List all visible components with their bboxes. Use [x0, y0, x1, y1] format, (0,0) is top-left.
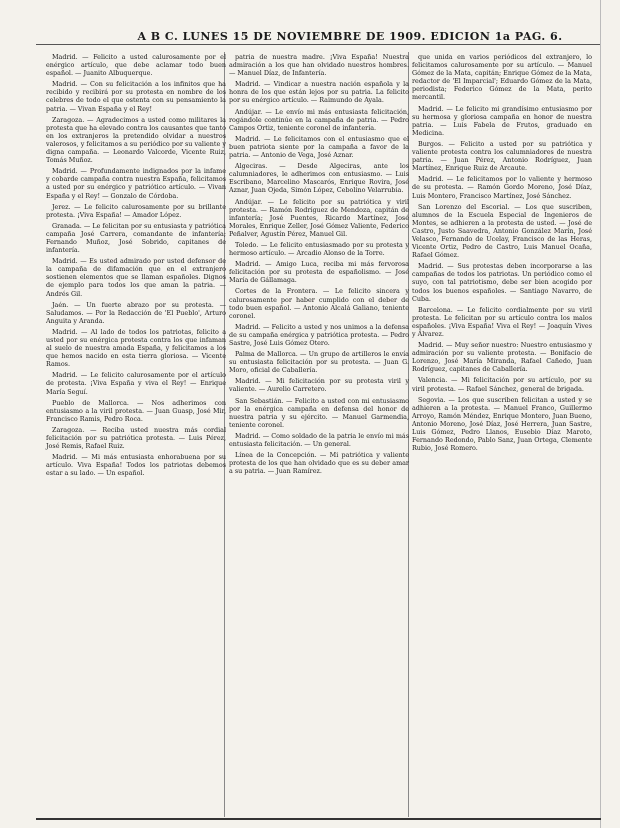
page-edge: [600, 0, 601, 828]
paragraph: Algeciras. — Desde Algeciras, ante los calumniadores, le adherimos con entusiasmo. — Luis Escribano, Marcelino Mascarós, Enrique Rovira, José Aznar, Juan Ojeda, Simón López, Cebolino Velarrubia.: [229, 162, 409, 195]
paragraph: Madrid. — Vindicar a nuestra nación española y la honra de los que están lejos por su patria. La felicito por su enérgico artículo. — Raimundo de Ayala.: [229, 80, 409, 105]
paragraph: Madrid. — Es usted admirado por usted defensor de la campaña de difamación que en el extranjero sostienen elementos que se llaman españoles. Dignos de ejemplo para todos los que aman la patria. — Andrés Gil.: [46, 257, 226, 298]
paragraph: San Lorenzo del Escorial. — Los que suscriben, alumnos de la Escuela Especial de Ingenieros de Montes, se adhieren a la protesta de usted. — José de Castro, Justo Saavedra, Antonio González Marín, José Velasco, Fernando de Ucelay, Francisco de las Heras, Vicente Ortiz, Pedro de Castro, Luis Manuel Ocaña, Rafael Gómez.: [412, 202, 592, 260]
paragraph: Madrid. — Sus protestas deben incorporarse a las campañas de todos los patriotas. Un periódico como el suyo, con tal patriotismo, debe ser bien acogido por todos los buenos españoles. — Santiago Navarro, de Cuba.: [412, 262, 592, 303]
footer-rule: [36, 818, 601, 820]
paragraph: San Sebastián. — Felicito a usted con mi entusiasmo por la enérgica campaña en defensa del honor de nuestra patria y su ejército. — Manuel Garmendia, teniente coronel.: [229, 396, 409, 429]
paragraph: Madrid. — Amigo Luca, reciba mi más fervorosa felicitación por su protesta de españolismo. — José María de Gállamaga.: [229, 260, 409, 285]
paragraph: Andújar. — Le felicito por su patriótica y viril protesta. — Ramón Rodríguez de Mendoza, capitán de infantería; José Puentes, Ricardo Martínez, José Morales, Enrique Zeller, José Gómez Valiente, Federico Peñalver, Agustín Pérez, Manuel Gil.: [229, 197, 409, 238]
paragraph: Pueblo de Mallorca. — Nos adherimos con entusiasmo a la viril protesta. — Juan Guasp, José Mir, Francisco Ramis, Pedro Roca.: [46, 398, 226, 423]
paragraph: Valencia. — Mi felicitación por su artículo, por su viril protesta. — Rafael Sánchez, general de brigada.: [412, 376, 592, 393]
paragraph: Segovia. — Los que suscriben felicitan a usted y se adhieren a la protesta. — Manuel Franco, Guillermo Arroyo, Ramón Méndez, Enrique Montero, Juan Bueno, Antonio Moreno, José Díaz, José Herrera, Juan Sastre, Luis Gómez, Pedro Llanos, Eusebio Díaz Maroto, Fernando Redondo, Pablo Sanz, Juan Ortega, Clemente Rubio, José Romero.: [412, 395, 592, 453]
paragraph: Madrid. — Le felicitamos con el entusiasmo que el buen patriota siente por la campaña a favor de la patria. — Antonio de Vega, José Aznar.: [229, 134, 409, 160]
page-header: A B C. LUNES 15 DE NOVIEMBRE DE 1909. EDICION 1a PAG. 6.: [137, 30, 563, 43]
paragraph: Granada. — Le felicitan por su entusiasta y patriótica campaña José Carrera, comandante de infantería; Fernando Muñoz, José Sobrido, capitanes de infantería.: [46, 221, 226, 255]
header-rule: [36, 44, 601, 45]
paragraph: Línea de la Concepción. — Mi patriótica y valiente protesta de los que han olvidado que es su deber amar a su patria. — Juan Ramírez.: [229, 451, 409, 476]
column-3: [412, 53, 592, 455]
paragraph: patria de nuestra madre. ¡Viva España! Nuestra admiración a los que han olvidado nuestros hombres. — Manuel Díaz, de Infantería.: [229, 53, 409, 78]
paragraph: Madrid. — Al lado de todos los patriotas, felicito a usted por su enérgica protesta contra los que infaman al suelo de nuestra amada España, y felicitamos a los que hemos nacido en esta tierra gloriosa. — Vicente Ramos.: [46, 327, 226, 369]
paragraph: Madrid. — Con su felicitación a los infinitos que ha recibido y recibirá por su protesta en nombre de los celebres de todo el que ostenta con su pensamiento la patria. — Vivan España y el Rey!: [46, 80, 226, 113]
paragraph: Palma de Mallorca. — Un grupo de artilleros le envía su entusiasta felicitación por su protesta. — Juan G. Moro, oficial de Caballería.: [229, 350, 409, 375]
paragraph: que unida en varios periódicos del extranjero, lo felicitamos calurosamente por su artículo. — Manuel Gómez de la Mata, capitán; Enrique Gómez de la Mata, redactor de 'El Imparcial'; Eduardo Gómez de la Mata, periodista; Federico Gómez de la Mata, perito mercantil.: [412, 53, 592, 102]
paragraph: Jerez. — Le felicito calurosamente por su brillante protesta. ¡Viva España! — Amador López.: [46, 202, 226, 219]
paragraph: Madrid. — Muy señor nuestro: Nuestro entusiasmo y admiración por su valiente protesta. — Bonifacio de Lorenzo, José María Miranda, Rafael Cañedo, Juan Rodríguez, capitanes de Caballería.: [412, 341, 592, 374]
paragraph: Toledo. — Le felicito entusiasmado por su protesta y hermoso artículo. — Arcadio Alonso de la Torre.: [229, 240, 409, 258]
paragraph: Cortes de la Frontera. — Le felicito sincera y calurosamente por haber cumplido con el deber de todo buen español. — Antonio Alcalá Galiano, teniente coronel.: [229, 287, 409, 320]
paragraph: Barcelona. — Le felicito cordialmente por su viril protesta. Le felicitan por su artículo contra los malos españoles. ¡Viva España! Viva el Rey! — Joaquín Vives y Álvarez.: [412, 305, 592, 338]
paragraph: Madrid. — Le felicito calurosamente por el artículo de protesta. ¡Viva España y viva el Rey! — Enrique María Seguí.: [46, 371, 226, 396]
paragraph: Zaragoza. — Reciba usted nuestra más cordial felicitación por su patriótica protesta. — Luis Pérez, José Remis, Rafael Ruiz.: [46, 425, 226, 451]
paragraph: Madrid. — Mi más entusiasta enhorabuena por su artículo. Viva España! Todos los patriotas debemos estar a su lado. — Un español.: [46, 453, 226, 478]
column-1: [46, 53, 226, 481]
paragraph: Zaragoza. — Agradecimos a usted como militares la protesta que ha elevado contra los causantes que tanto en los extranjeros la pretendido olvidar a nuestros valerosos, y felicitamos a su periódico por su valiente y digna campaña. — Leonardo Valcorde, Vicente Ruiz, Tomás Muñoz.: [46, 115, 226, 165]
paragraph: Andújar. — Le envío mi más entusiasta felicitación, rogándole continúe en la campaña de patria. — Pedro Campos Ortiz, teniente coronel de infantería.: [229, 107, 409, 132]
paragraph: Madrid. — Profundamente indignados por la infame y cobarde campaña contra nuestra España, felicitamos a usted por su enérgico y patriótico artículo. — Vivan España y el Rey! — Gonzalo de Córdoba.: [46, 167, 226, 200]
paragraph: Madrid. — Le felicito mi grandísimo entusiasmo por su hermosa y gloriosa campaña en honor de nuestra patria. — Luis Fabela de Frutos, graduado en Medicina.: [412, 104, 592, 137]
paragraph: Madrid. — Felicito a usted calurosamente por el enérgico artículo, que debe aclamar todo buen español. — Juanito Albuquerque.: [46, 53, 226, 78]
paragraph: Madrid. — Mi felicitación por su protesta viril y valiente. — Aurelio Carretero.: [229, 377, 409, 394]
paragraph: Madrid. — Felicito a usted y nos unimos a la defensa de su campaña enérgica y patriótica protesta. — Pedro Sastre, José Luis Gómez Otero.: [229, 322, 409, 347]
paragraph: Madrid. — Como soldado de la patria le envío mi más entusiasta felicitación. — Un general.: [229, 431, 409, 449]
paragraph: Madrid. — Le felicitamos por lo valiente y hermoso de su protesta. — Ramón Gordo Moreno, José Díaz, Luis Montero, Francisco Martínez, José Sánchez.: [412, 175, 592, 200]
paragraph: Burgos. — Felicito a usted por su patriótica y valiente protesta contra los calumniadores de nuestra patria. — Juan Pérez, Antonio Rodríguez, Juan Martínez, Enrique Ruiz de Arcaute.: [412, 139, 592, 173]
column-2: [229, 53, 409, 478]
paragraph: Jaén. — Un fuerte abrazo por su protesta. — Saludamos. — Por la Redacción de 'El Pueblo', Arturo Anguita y Aranda.: [46, 300, 226, 325]
